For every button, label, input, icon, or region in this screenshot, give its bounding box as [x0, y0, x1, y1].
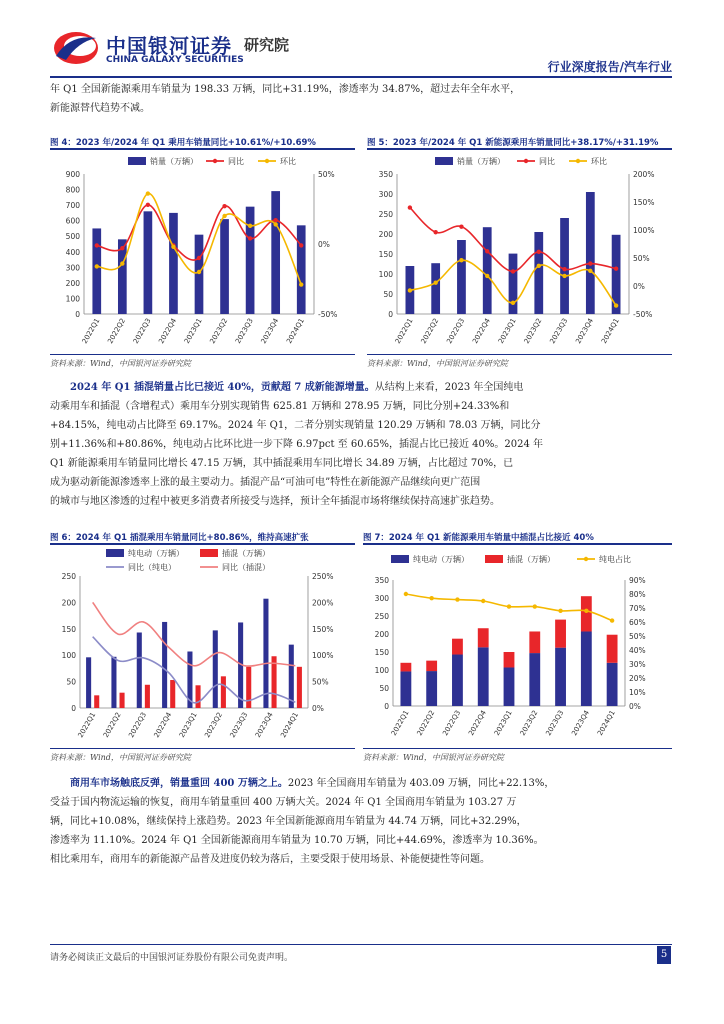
right-tick-label: 200% — [633, 170, 655, 179]
bar-segment — [426, 671, 437, 706]
footer-disclaimer: 请务必阅读正文最后的中国银河证券股份有限公司免责声明。 — [50, 953, 294, 963]
bar-segment — [478, 647, 489, 706]
x-tick-label: 2022Q4 — [157, 317, 179, 346]
line-point — [610, 618, 614, 622]
x-tick-label: 2022Q4 — [152, 711, 174, 740]
left-tick-label: 300 — [374, 594, 389, 603]
left-tick-label: 200 — [61, 598, 76, 608]
right-tick-label: 70% — [629, 604, 646, 613]
x-tick-label: 2023Q1 — [492, 709, 514, 738]
legend-marker — [584, 557, 588, 561]
fig4-bottom-rule — [50, 354, 355, 355]
left-tick-label: 100 — [378, 270, 393, 279]
bar-segment — [529, 631, 540, 653]
x-tick-label: 2024Q1 — [600, 317, 621, 346]
bar-segment — [581, 631, 592, 706]
left-tick-label: 250 — [378, 210, 393, 219]
line-point — [558, 609, 562, 613]
left-tick-label: 900 — [65, 170, 80, 179]
x-tick-label: 2022Q2 — [101, 711, 123, 740]
x-tick-label: 2023Q1 — [182, 317, 204, 346]
bar — [213, 630, 218, 708]
legend-label: 纯电占比 — [599, 555, 631, 564]
bar — [145, 685, 150, 708]
text-run: 从结构上来看，2023 年全国纯电 — [374, 382, 524, 393]
fig7-title: 图 7：2024 年 Q1 新能源乘用车销量中插混占比接近 40% — [363, 533, 594, 543]
logo-text-cn: 中国银河证券 — [106, 34, 232, 58]
header-divider — [50, 76, 672, 78]
bar — [220, 219, 229, 314]
x-tick-label: 2023Q3 — [544, 709, 566, 738]
left-tick-label: 500 — [65, 232, 80, 242]
bar — [169, 213, 178, 314]
footer-divider — [50, 944, 672, 945]
x-tick-label: 2023Q2 — [522, 317, 544, 346]
right-tick-label: 50% — [312, 677, 329, 687]
x-tick-label: 2023Q1 — [496, 317, 518, 346]
bar — [297, 225, 306, 314]
fig6-source: 资料来源：Wind，中国银河证券研究院 — [50, 753, 191, 762]
fig4-title-rule — [50, 148, 355, 150]
line-point — [485, 249, 489, 253]
left-tick-label: 50 — [383, 290, 393, 299]
line-point — [481, 599, 485, 603]
legend-swatch — [435, 157, 453, 165]
x-tick-label: 2022Q3 — [441, 709, 463, 738]
x-tick-label: 2022Q4 — [471, 317, 492, 346]
line-point — [614, 266, 618, 270]
x-tick-label: 2024Q1 — [279, 711, 301, 740]
bar — [144, 211, 153, 314]
bar — [92, 228, 101, 314]
right-tick-label: 150% — [312, 624, 334, 634]
line-point — [459, 258, 463, 262]
line-point — [537, 264, 541, 268]
x-tick-label: 2022Q2 — [106, 317, 128, 346]
left-tick-label: 200 — [65, 278, 80, 288]
fig5-source: 资料来源：Wind，中国银河证券研究院 — [367, 359, 508, 368]
bar — [86, 657, 91, 708]
right-tick-label: 50% — [629, 632, 646, 641]
bar — [534, 232, 543, 314]
line-point — [248, 236, 252, 240]
text-line: 渗透率为 11.10%。2024 年 Q1 全国新能源商用车销量为 10.70 万辆，同比+44.69%，渗透率为 10.36%。 — [50, 835, 544, 846]
line-point — [588, 261, 592, 265]
right-tick-label: 90% — [629, 576, 646, 585]
line-point — [95, 243, 99, 247]
text-line: 动乘用车和插混（含增程式）乘用车分别实现销售 625.81 万辆和 278.95 万辆，同比分别+24.33%和 — [50, 401, 510, 412]
legend-marker — [213, 159, 217, 163]
bar — [263, 599, 268, 708]
text-line: 受益于国内物流运输的恢复，商用车销量重回 400 万辆大关。2024 年 Q1 全国商用车销量为 103.27 万 — [50, 797, 517, 808]
left-tick-label: 0 — [71, 704, 76, 713]
right-tick-label: 50% — [633, 254, 650, 263]
legend-label: 插混（万辆） — [507, 555, 555, 564]
text-line — [50, 774, 672, 793]
line-point — [273, 222, 277, 226]
bar — [246, 207, 255, 314]
x-tick-label: 2024Q1 — [285, 317, 306, 346]
line-point — [146, 191, 150, 195]
line-point — [485, 274, 489, 278]
logo-text-en: CHINA GALAXY SECURITIES — [106, 55, 244, 65]
right-tick-label: 0% — [312, 704, 324, 713]
bar — [196, 685, 201, 708]
line-point — [404, 592, 408, 596]
left-tick-label: 250 — [374, 612, 389, 621]
left-tick-label: 100 — [61, 651, 76, 661]
paragraph-commercial — [50, 774, 672, 869]
page-number: 5 — [657, 946, 671, 964]
x-tick-label: 2022Q3 — [445, 317, 467, 346]
line-point — [433, 280, 437, 284]
bar-segment — [400, 663, 411, 672]
x-tick-label: 2023Q2 — [203, 711, 225, 740]
left-tick-label: 350 — [374, 576, 389, 585]
left-tick-label: 800 — [65, 185, 80, 195]
left-tick-label: 0 — [384, 702, 389, 711]
legend-label: 插混（万辆） — [222, 549, 270, 558]
left-tick-label: 100 — [65, 294, 80, 304]
text-run: 2023 年全国商用车销量为 403.09 万辆，同比+22.13%， — [287, 778, 555, 789]
line-point — [588, 269, 592, 273]
text-line: 成为驱动新能源渗透率上涨的最主要动力。插混产品“可油可电”特性在新能源产品继续向更广范围 — [50, 477, 481, 488]
line-point — [197, 270, 201, 274]
bar — [289, 645, 294, 708]
left-tick-label: 250 — [61, 572, 76, 581]
fig4-chart — [50, 152, 355, 352]
right-tick-label: 250% — [312, 572, 334, 581]
legend-label: 同比 — [539, 157, 555, 166]
fig4-source: 资料来源：Wind，中国银河证券研究院 — [50, 359, 191, 368]
right-tick-label: 40% — [629, 646, 646, 655]
legend-label: 纯电动（万辆） — [413, 555, 469, 564]
fig6-bottom-rule — [50, 748, 355, 749]
bar-segment — [555, 620, 566, 648]
text-line: 的城市与地区渗透的过程中被更多消费者所接受与选择，预计全年插混市场将继续保持高速扩张趋势。 — [50, 496, 500, 507]
bar-segment — [529, 653, 540, 706]
line-point — [584, 609, 588, 613]
text-line: Q1 新能源乘用车销量同比增长 47.15 万辆，其中插混乘用车同比增长 34.89 万辆，占比超过 70%，已 — [50, 458, 514, 469]
right-tick-label: 80% — [629, 590, 646, 599]
x-tick-label: 2023Q3 — [234, 317, 255, 346]
paragraph-intro — [50, 80, 672, 118]
right-tick-label: 0% — [633, 282, 645, 291]
right-tick-label: 10% — [629, 688, 646, 697]
line-point — [120, 261, 124, 265]
bar — [120, 693, 125, 708]
right-tick-label: 30% — [629, 660, 646, 669]
bar — [431, 263, 440, 314]
line-point — [248, 224, 252, 228]
bar — [586, 192, 595, 314]
x-tick-label: 2022Q1 — [76, 711, 98, 740]
text-line: 别+11.36%和+80.86%，纯电动占比环比进一步下降 6.97pct 至 60.65%，插混占比已接近 40%。2024 年 — [50, 439, 544, 450]
right-tick-label: 150% — [633, 198, 655, 207]
x-tick-label: 2023Q3 — [548, 317, 570, 346]
bar — [271, 191, 280, 314]
fig5-chart — [367, 152, 672, 352]
bar-segment — [478, 628, 489, 647]
legend-label: 同比（插混） — [222, 563, 270, 572]
line-point — [299, 243, 303, 247]
legend-swatch — [391, 555, 409, 563]
bar — [170, 680, 175, 708]
institute-label: 研究院 — [244, 36, 290, 54]
bar-segment — [607, 635, 618, 663]
text-line — [50, 378, 672, 397]
x-tick-label: 2022Q1 — [393, 317, 415, 346]
legend-swatch — [128, 157, 146, 165]
right-tick-label: 20% — [629, 674, 646, 683]
line-point — [562, 267, 566, 271]
x-tick-label: 2022Q1 — [80, 317, 102, 346]
left-tick-label: 150 — [378, 250, 393, 259]
fig6-title: 图 6：2024 年 Q1 插混乘用车销量同比+80.86%，维持高速扩张 — [50, 533, 309, 543]
right-tick-label: 200% — [312, 598, 334, 608]
x-tick-label: 2022Q4 — [467, 709, 488, 738]
line-point — [533, 604, 537, 608]
legend-label: 纯电动（万辆） — [128, 549, 184, 558]
bar-segment — [607, 663, 618, 706]
line-point — [95, 264, 99, 268]
x-tick-label: 2023Q4 — [259, 317, 281, 346]
line-point — [429, 596, 433, 600]
bar — [297, 667, 302, 708]
fig5-bottom-rule — [367, 354, 672, 355]
bar — [560, 218, 569, 314]
line-point — [537, 250, 541, 254]
bar-segment — [555, 648, 566, 706]
legend-swatch — [106, 549, 124, 557]
legend-label: 环比 — [280, 157, 296, 166]
right-tick-label: 100% — [633, 226, 655, 235]
x-tick-label: 2022Q2 — [415, 709, 437, 738]
fig6-chart — [50, 546, 355, 744]
galaxy-logo-icon — [50, 26, 102, 70]
x-tick-label: 2022Q3 — [127, 711, 149, 740]
legend-label: 销量（万辆） — [457, 157, 505, 166]
left-tick-label: 0 — [75, 310, 80, 319]
right-tick-label: 50% — [318, 170, 335, 179]
fig7-title-rule — [363, 543, 672, 545]
text-line: 新能源替代趋势不减。 — [50, 103, 150, 114]
fig5-title: 图 5：2023 年/2024 年 Q1 新能源乘用车销量同比+38.17%/+31.19% — [367, 138, 659, 148]
line-point — [408, 288, 412, 292]
left-tick-label: 150 — [374, 648, 389, 657]
x-tick-label: 2023Q4 — [570, 709, 592, 738]
legend-label: 环比 — [591, 157, 607, 166]
line-point — [511, 269, 515, 273]
text-line: 年 Q1 全国新能源乘用车销量为 198.33 万辆，同比+31.19%，渗透率为 34.87%，超过去年全年水平， — [50, 84, 521, 95]
text-line: 辆，同比+10.08%，继续保持上涨趋势。2023 年全国新能源商用车销量为 44.74 万辆，同比+32.29%， — [50, 816, 527, 827]
legend-swatch — [485, 555, 503, 563]
line-point — [299, 282, 303, 286]
left-tick-label: 700 — [65, 201, 80, 211]
line-point — [120, 246, 124, 250]
line-point — [408, 205, 412, 209]
line-point — [433, 230, 437, 234]
left-tick-label: 150 — [61, 624, 76, 634]
right-tick-label: 60% — [629, 618, 646, 627]
x-tick-label: 2022Q3 — [131, 317, 153, 346]
bar — [457, 240, 466, 314]
right-tick-label: 0% — [318, 240, 330, 249]
x-tick-label: 2022Q1 — [389, 709, 411, 738]
line-point — [146, 203, 150, 207]
bar — [221, 676, 226, 708]
line-point — [171, 245, 175, 249]
paragraph-phev — [50, 378, 672, 511]
left-tick-label: 200 — [374, 630, 389, 639]
x-tick-label: 2023Q2 — [208, 317, 230, 346]
bar — [195, 235, 204, 314]
left-tick-label: 350 — [378, 170, 393, 179]
legend-label: 销量（万辆） — [150, 157, 198, 166]
left-tick-label: 100 — [374, 666, 389, 675]
left-tick-label: 300 — [65, 263, 80, 273]
line-point — [455, 597, 459, 601]
report-type: 行业深度报告/汽车行业 — [547, 60, 672, 74]
line-point — [459, 224, 463, 228]
legend-marker — [576, 159, 580, 163]
fig7-bottom-rule — [363, 748, 672, 749]
fig7-chart — [363, 546, 672, 744]
bar — [137, 632, 142, 708]
bar — [246, 667, 251, 708]
legend-marker — [524, 159, 528, 163]
right-tick-label: 0% — [629, 702, 641, 711]
bold-lead: 商用车市场触底反弹，销量重回 400 万辆之上。 — [70, 778, 288, 789]
bar — [111, 657, 116, 708]
bar-segment — [452, 639, 463, 655]
x-tick-label: 2023Q2 — [518, 709, 540, 738]
bar — [162, 622, 167, 708]
line-point — [511, 301, 515, 305]
left-tick-label: 400 — [65, 247, 80, 257]
left-tick-label: 50 — [379, 684, 389, 693]
bar-segment — [426, 661, 437, 671]
bar-segment — [400, 671, 411, 706]
bold-lead: 2024 年 Q1 插混销量占比已接近 40%，贡献超 7 成新能源增量。 — [70, 382, 375, 393]
x-tick-label: 2024Q1 — [596, 709, 617, 738]
fig7-source: 资料来源：Wind，中国银河证券研究院 — [363, 753, 504, 762]
line-point — [222, 214, 226, 218]
legend-marker — [265, 159, 269, 163]
text-line: +84.15%，纯电动占比降至 69.17%。2024 年 Q1，二者分别实现销量 120.29 万辆和 78.03 万辆，同比分 — [50, 420, 541, 431]
line-point — [222, 204, 226, 208]
x-tick-label: 2023Q3 — [228, 711, 250, 740]
legend-swatch — [200, 549, 218, 557]
right-tick-label: 100% — [312, 651, 334, 661]
line-point — [562, 274, 566, 278]
line-point — [273, 218, 277, 222]
x-tick-label: 2023Q1 — [177, 711, 199, 740]
page-header — [0, 0, 724, 80]
line-point — [614, 303, 618, 307]
text-line: 相比乘用车，商用车的新能源产品普及进度仍较为落后，主要受限于使用场景、补能便捷性等问题。 — [50, 854, 490, 865]
bar-segment — [504, 652, 515, 667]
bar — [94, 695, 99, 708]
right-tick-label: -50% — [633, 310, 653, 319]
x-tick-label: 2023Q4 — [574, 317, 596, 346]
line-point — [507, 604, 511, 608]
left-tick-label: 0 — [388, 310, 393, 319]
x-tick-label: 2023Q4 — [253, 711, 275, 740]
line-point — [197, 256, 201, 260]
fig5-title-rule — [367, 148, 672, 150]
x-tick-label: 2022Q2 — [419, 317, 441, 346]
bar-segment — [504, 667, 515, 706]
right-tick-label: -50% — [318, 310, 338, 319]
legend-label: 同比 — [228, 157, 244, 166]
left-tick-label: 200 — [378, 230, 393, 239]
bar — [483, 227, 492, 314]
fig4-title: 图 4：2023 年/2024 年 Q1 乘用车销量同比+10.61%/+10.69% — [50, 138, 316, 148]
left-tick-label: 300 — [378, 190, 393, 199]
fig6-title-rule — [50, 543, 355, 545]
bar-segment — [581, 596, 592, 631]
left-tick-label: 600 — [65, 216, 80, 226]
left-tick-label: 50 — [66, 677, 76, 687]
legend-label: 同比（纯电） — [128, 563, 176, 572]
bar-segment — [452, 655, 463, 706]
